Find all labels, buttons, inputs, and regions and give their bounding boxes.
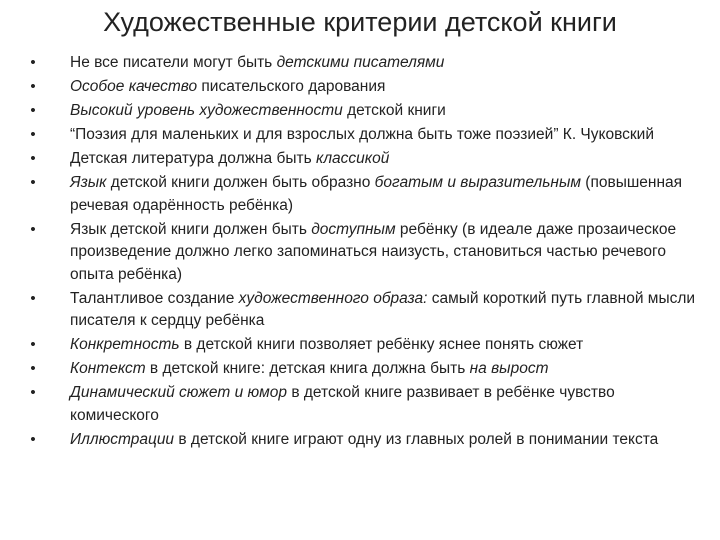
item-text bbox=[70, 78, 385, 95]
bullet-icon: • bbox=[30, 220, 36, 238]
slide-title: Художественные критерии детской книги bbox=[103, 7, 617, 37]
text-segment: писательского дарования bbox=[197, 77, 386, 95]
list-item bbox=[26, 288, 698, 333]
list-item bbox=[26, 382, 698, 427]
text-segment: детской книги должен быть образно bbox=[106, 173, 375, 191]
item-text bbox=[70, 384, 615, 424]
item-text bbox=[70, 126, 654, 143]
bullet-icon: • bbox=[30, 54, 36, 71]
item-text bbox=[70, 290, 695, 330]
item-text bbox=[70, 336, 583, 353]
text-segment-italic: на вырост bbox=[469, 360, 549, 378]
list-item bbox=[26, 358, 698, 381]
item-text bbox=[70, 102, 446, 119]
text-segment-italic: доступным bbox=[311, 220, 396, 238]
bullet-icon: • bbox=[30, 430, 36, 448]
text-segment: в детской книге: детская книга должна быть bbox=[145, 360, 470, 378]
text-segment-italic: художественного образа: bbox=[238, 289, 428, 307]
bullet-list bbox=[26, 52, 698, 453]
item-text bbox=[70, 174, 682, 214]
text-segment: (повышенная речевая одарённость ребёнка) bbox=[70, 173, 683, 214]
text-segment-italic: богатым и выразительным bbox=[374, 173, 581, 191]
text-segment-italic: Высокий уровень художественности bbox=[70, 101, 343, 119]
text-segment-italic: Динамический сюжет и юмор bbox=[70, 384, 288, 402]
text-segment: детской книги bbox=[342, 101, 446, 119]
item-text bbox=[70, 221, 676, 283]
text-segment: Талантливое создание bbox=[70, 289, 239, 307]
bullet-icon: • bbox=[30, 360, 36, 378]
list-item bbox=[26, 52, 698, 75]
text-segment-italic: Язык bbox=[70, 173, 107, 191]
text-segment-italic: Контекст bbox=[70, 360, 146, 378]
list-item bbox=[26, 124, 698, 147]
bullet-icon: • bbox=[30, 384, 36, 402]
bullet-icon: • bbox=[30, 149, 36, 167]
text-segment: в детской книги позволяет ребёнку яснее понять сюжет bbox=[179, 336, 584, 354]
item-text bbox=[70, 360, 548, 377]
text-segment-italic: Особое качество bbox=[70, 77, 198, 95]
bullet-icon: • bbox=[30, 173, 36, 191]
text-segment: Не все писатели могут быть bbox=[70, 54, 277, 71]
text-segment: Язык детской книги должен быть bbox=[70, 220, 312, 238]
item-text bbox=[70, 150, 389, 167]
list-item bbox=[26, 76, 698, 99]
text-segment-italic: детскими писателями bbox=[276, 54, 445, 71]
text-segment: Детская литература должна быть bbox=[70, 149, 316, 167]
text-segment-italic: классикой bbox=[316, 149, 390, 167]
bullet-icon: • bbox=[30, 289, 36, 307]
bullet-icon: • bbox=[30, 125, 36, 143]
text-segment: в детской книге играют одну из главных ролей в понимании текста bbox=[174, 430, 659, 448]
text-segment: самый короткий путь главной мысли писателя к сердцу ребёнка bbox=[70, 289, 696, 330]
text-segment: “Поэзия для маленьких и для взрослых должна быть тоже поэзией” К. Чуковский bbox=[70, 125, 654, 143]
list-item bbox=[26, 334, 698, 357]
bullet-icon: • bbox=[30, 77, 36, 95]
list-item bbox=[26, 148, 698, 171]
text-segment: ребёнку (в идеале даже прозаическое произведение должно легко запоминаться наизусть, становиться частью речевого опыта ребёнка) bbox=[70, 220, 677, 283]
text-segment-italic: Иллюстрации bbox=[70, 430, 175, 448]
list-item bbox=[26, 100, 698, 123]
list-item bbox=[26, 429, 698, 452]
bullet-icon: • bbox=[30, 336, 36, 354]
text-segment: в детской книге развивает в ребёнке чувство комического bbox=[70, 384, 615, 424]
list-item bbox=[26, 172, 698, 217]
item-text bbox=[70, 54, 444, 71]
text-segment-italic: Конкретность bbox=[70, 336, 180, 354]
bullet-icon: • bbox=[30, 101, 36, 119]
list-item bbox=[26, 219, 698, 287]
item-text bbox=[70, 431, 658, 448]
